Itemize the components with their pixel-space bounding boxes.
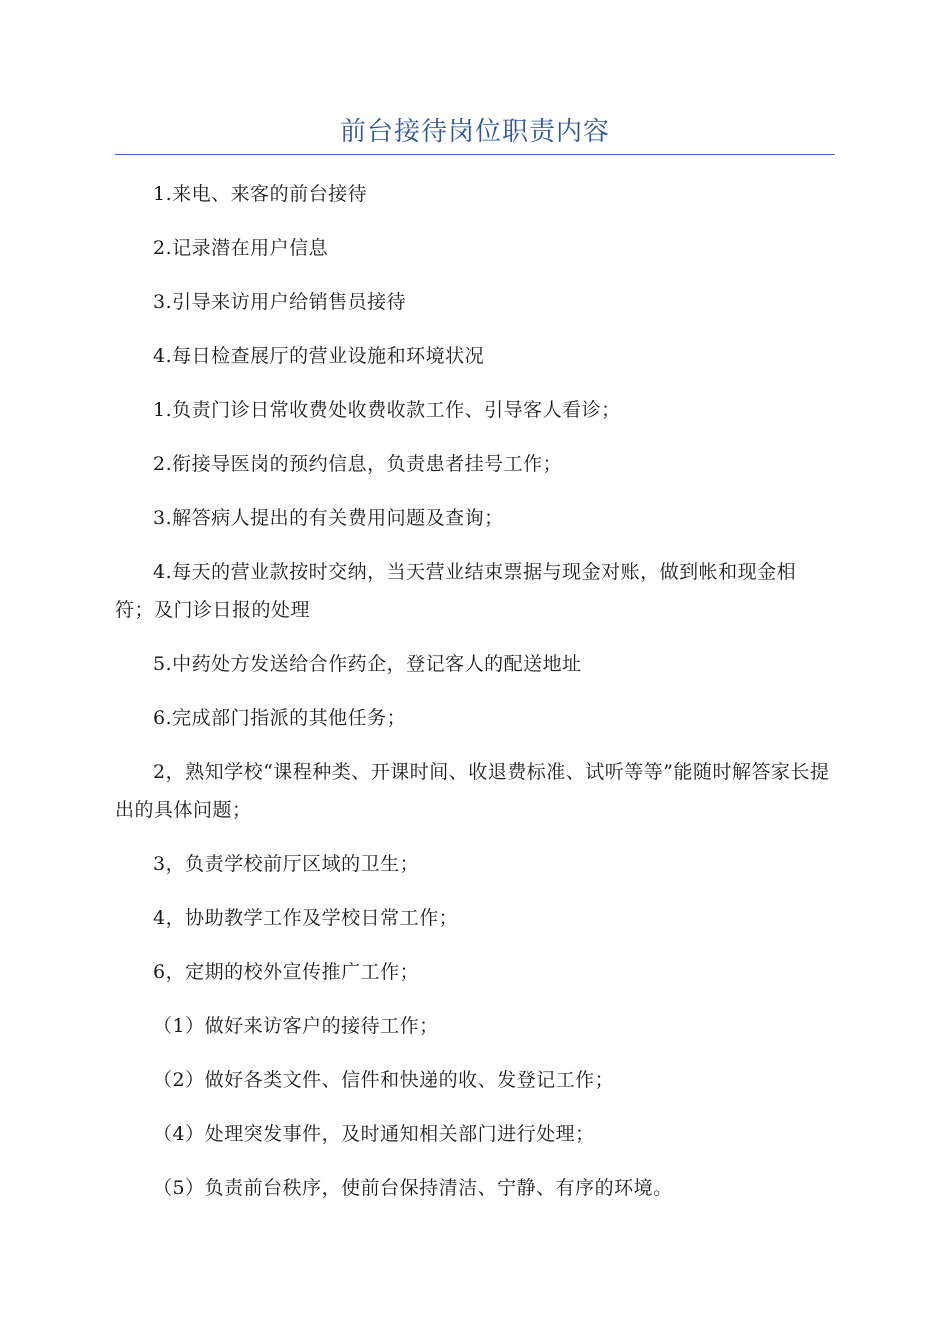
paragraph: （5）负责前台秩序，使前台保持清洁、宁静、有序的环境。 — [153, 1177, 673, 1199]
paragraph: 1.负责门诊日常收费处收费收款工作、引导客人看诊； — [153, 399, 621, 421]
page-title: 前台接待岗位职责内容 — [339, 117, 610, 147]
paragraph: 5.中药处方发送给合作药企，登记客人的配送地址 — [153, 653, 582, 675]
paragraph: 4.每日检查展厅的营业设施和环境状况 — [153, 345, 485, 367]
document-body — [115, 175, 835, 1207]
paragraph: （4）处理突发事件，及时通知相关部门进行处理； — [153, 1123, 595, 1145]
paragraph: 4，协助教学工作及学校日常工作； — [153, 907, 459, 929]
paragraph: 3.引导来访用户给销售员接待 — [153, 291, 407, 313]
paragraph: （2）做好各类文件、信件和快递的收、发登记工作； — [153, 1069, 615, 1091]
paragraph: 2，熟知学校“课程种类、开课时间、收退费标准、试听等等”能随时解答家长提出的具体问题； — [115, 761, 830, 821]
paragraph: 3，负责学校前厅区域的卫生； — [153, 853, 420, 875]
paragraph: 4.每天的营业款按时交纳，当天营业结束票据与现金对账，做到帐和现金相符；及门诊日报的处理 — [115, 561, 797, 621]
paragraph: 6.完成部门指派的其他任务； — [153, 707, 407, 729]
paragraph: 1.来电、来客的前台接待 — [153, 183, 368, 205]
paragraph: （1）做好来访客户的接待工作； — [153, 1015, 439, 1037]
paragraph: 2.记录潜在用户信息 — [153, 237, 329, 259]
title-underline — [115, 154, 835, 155]
paragraph: 2.衔接导医岗的预约信息，负责患者挂号工作； — [153, 453, 563, 475]
paragraph: 3.解答病人提出的有关费用问题及查询； — [153, 507, 504, 529]
paragraph: 6，定期的校外宣传推广工作； — [153, 961, 420, 983]
